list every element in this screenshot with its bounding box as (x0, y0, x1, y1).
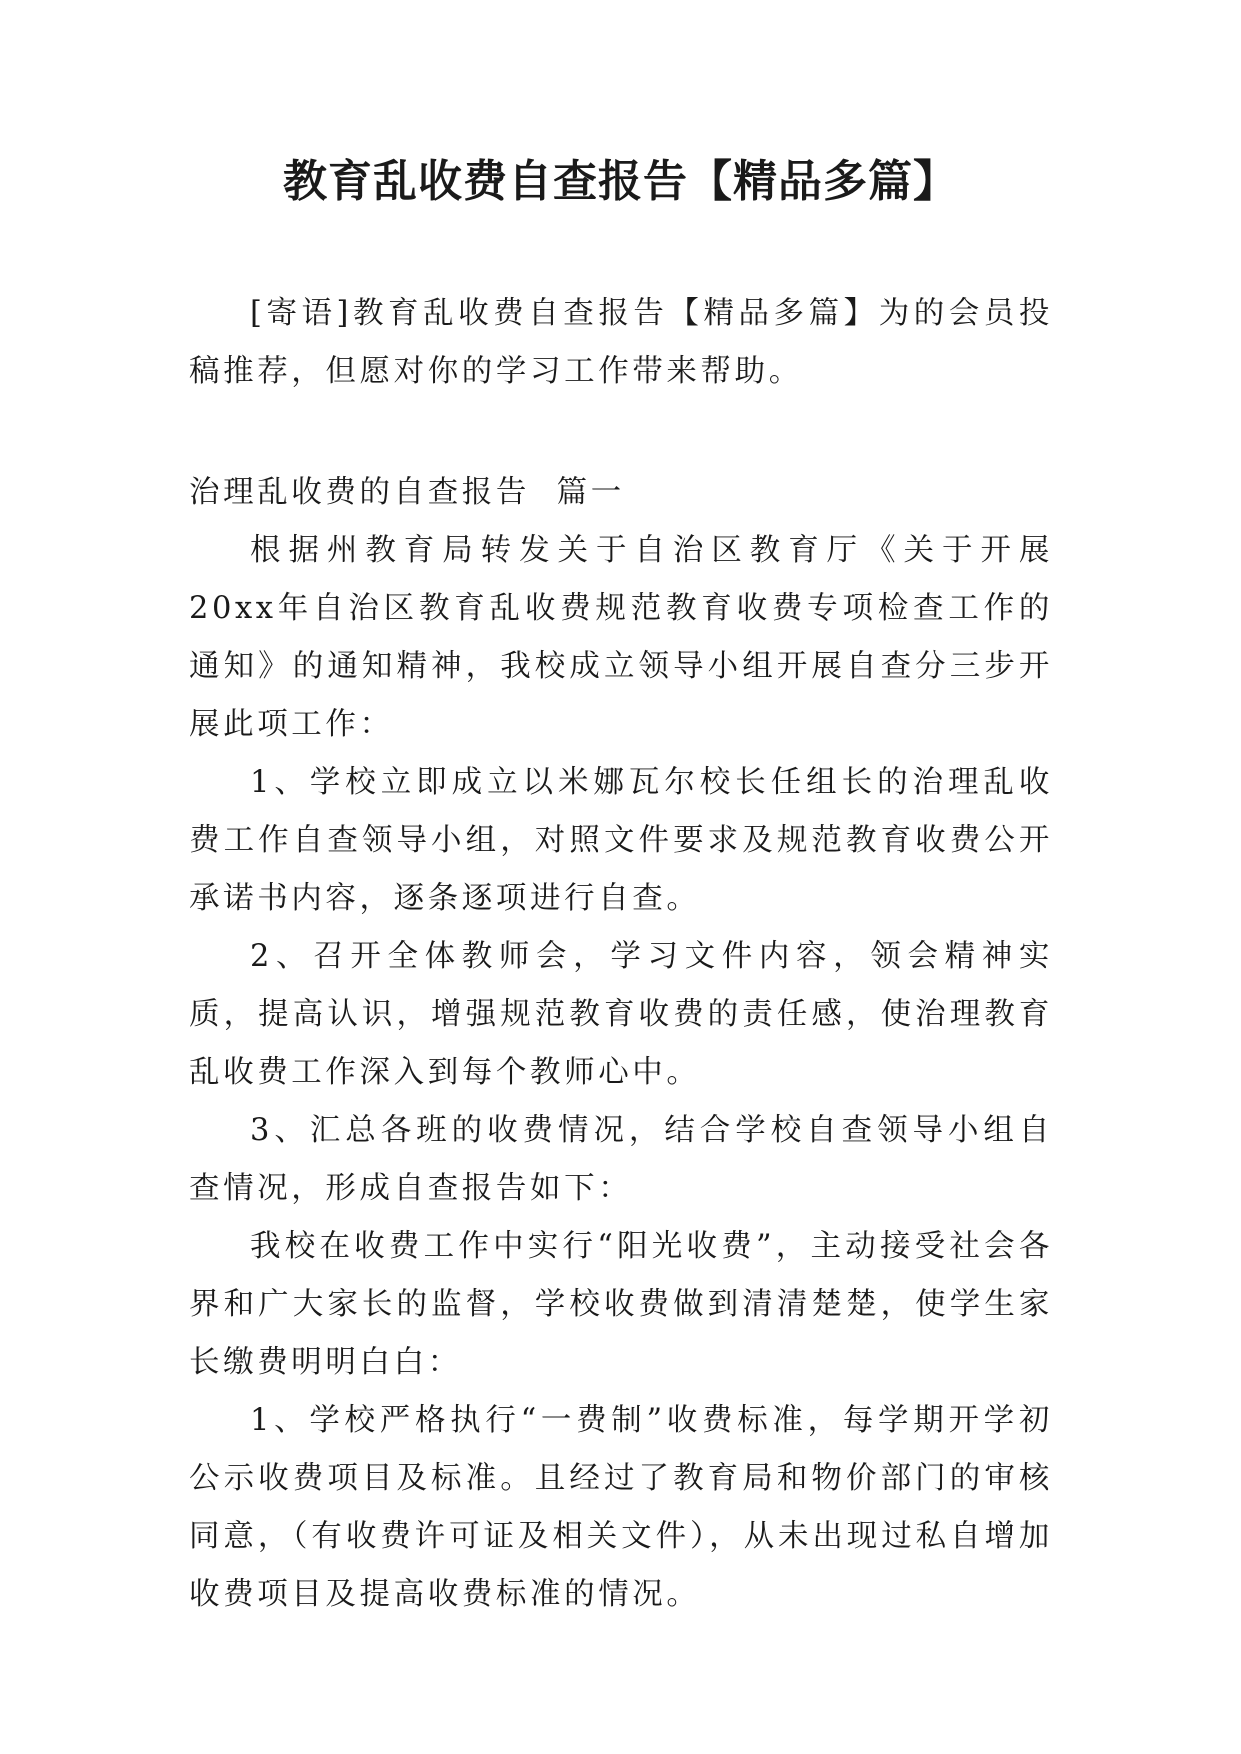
paragraph-5: 我校在收费工作中实行“阳光收费”，主动接受社会各界和广大家长的监督，学校收费做到清清楚楚，使学生家长缴费明明白白： (189, 1229, 1053, 1380)
main-body (189, 522, 1053, 1624)
section-heading: 治理乱收费的自查报告 篇一 (189, 475, 625, 510)
document-title: 教育乱收费自查报告【精品多篇】 (283, 156, 958, 207)
intro-block (189, 285, 1053, 401)
paragraph-3: 2、召开全体教师会，学习文件内容，领会精神实质，提高认识，增强规范教育收费的责任感，使治理教育乱收费工作深入到每个教师心中。 (189, 939, 1053, 1090)
intro-paragraph: [寄语]教育乱收费自查报告【精品多篇】为的会员投稿推荐，但愿对你的学习工作带来帮助。 (189, 296, 1053, 389)
paragraph-2: 1、学校立即成立以米娜瓦尔校长任组长的治理乱收费工作自查领导小组，对照文件要求及规范教育收费公开承诺书内容，逐条逐项进行自查。 (189, 765, 1053, 916)
paragraph-4: 3、汇总各班的收费情况，结合学校自查领导小组自查情况，形成自查报告如下： (189, 1113, 1053, 1206)
paragraph-6: 1、学校严格执行“一费制”收费标准，每学期开学初公示收费项目及标准。且经过了教育局和物价部门的审核同意，（有收费许可证及相关文件），从未出现过私自增加收费项目及提高收费标准的情况。 (189, 1403, 1053, 1612)
paragraph-1: 根据州教育局转发关于自治区教育厅《关于开展20xx年自治区教育乱收费规范教育收费专项检查工作的通知》的通知精神，我校成立领导小组开展自查分三步开展此项工作： (189, 533, 1053, 742)
